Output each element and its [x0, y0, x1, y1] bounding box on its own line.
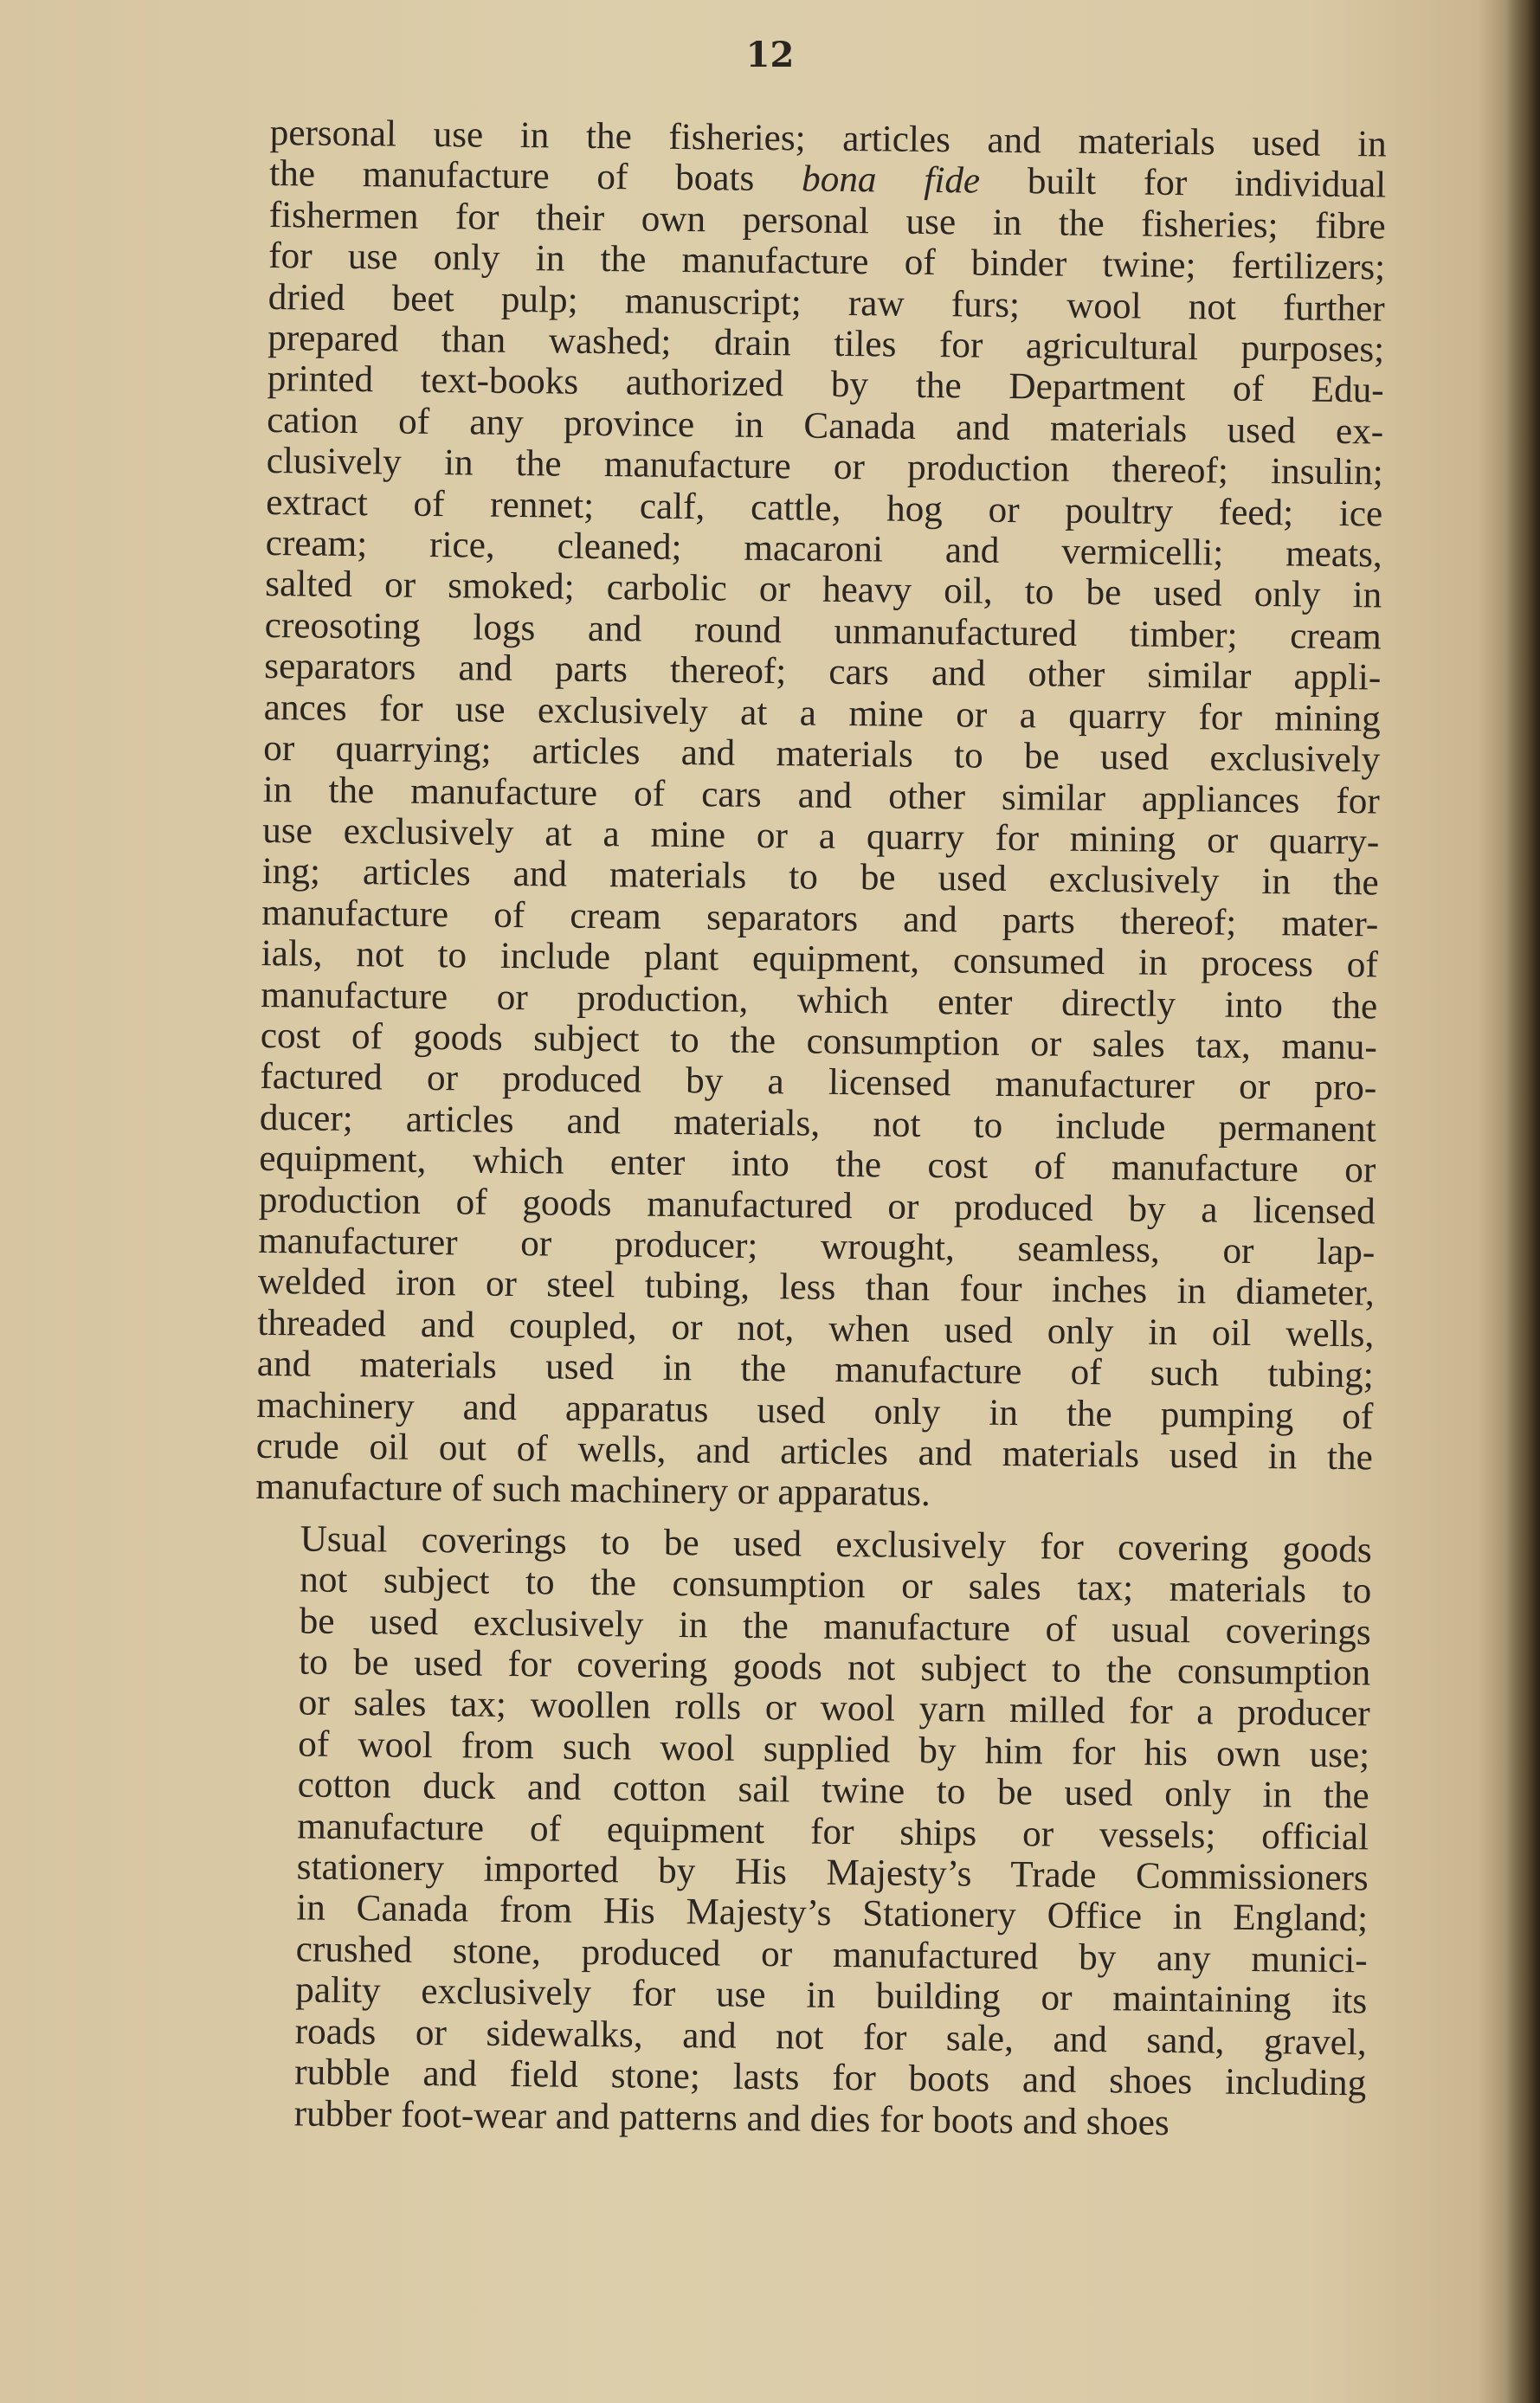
text-line: for use only in the manufacture of binder twine; fertilizers;	[268, 235, 1386, 288]
text-line: rubble and field stone; lasts for boots and shoes including	[294, 2052, 1367, 2104]
text-line: rubber foot-wear and patterns and dies for boots and shoes	[293, 2092, 1170, 2143]
text-line: or sales tax; woollen rolls or wool yarn milled for a producer	[298, 1682, 1370, 1735]
text-line: manufacture of equipment for ships or vessels; official	[297, 1806, 1369, 1859]
text-line: cation of any province in Canada and materials used ex-	[267, 399, 1384, 453]
text-line: ances for use exclusively at a mine or a quarry for mining	[263, 686, 1381, 740]
text-line: pality exclusively for use in building or maintaining its	[295, 1969, 1368, 2022]
italic-phrase: bona fide	[801, 158, 981, 202]
text-line: salted or smoked; carbolic or heavy oil, to be used only in	[265, 564, 1382, 616]
text-line: ing; articles and materials to be used exclusively in the	[261, 851, 1379, 904]
text-line: dried beet pulp; manuscript; raw furs; wool not further	[267, 276, 1385, 330]
text-line: the manufacture of boats bona fide built for individual	[269, 153, 1387, 206]
text-line: in Canada from His Majesty’s Stationery Office in England;	[296, 1887, 1369, 1940]
text-line: equipment, which enter into the cost of manufacture or	[259, 1138, 1376, 1191]
binding-shadow	[1505, 0, 1540, 2403]
text-line: creosoting logs and round unmanufactured timber; cream	[264, 604, 1382, 658]
text-line: manufacturer or producer; wrought, seamless, or lap-	[258, 1220, 1376, 1273]
text-line: cotton duck and cotton sail twine to be used only in the	[297, 1764, 1369, 1817]
text-line: or quarrying; articles and materials to be used exclusively	[263, 728, 1381, 781]
text-line: manufacture of such machinery or apparatus.	[255, 1466, 931, 1515]
text-line: Usual coverings to be used exclusively for covering goods	[300, 1518, 1372, 1571]
text-line: ials, not to include plant equipment, consumed in process of	[261, 933, 1379, 986]
text-line: be used exclusively in the manufacture of usual coverings	[299, 1601, 1371, 1653]
text-line: prepared than washed; drain tiles for agricultural purposes;	[267, 318, 1385, 370]
paragraph-1	[255, 113, 1387, 1519]
text-line: machinery and apparatus used only in the pumping of	[256, 1384, 1374, 1438]
text-line: crushed stone, produced or manufactured by any munici-	[295, 1929, 1368, 1981]
text-line: use exclusively at a mine or a quarry for mining or quarry-	[262, 809, 1380, 863]
text-line: factured or produced by a licensed manufacturer or pro-	[260, 1056, 1377, 1109]
text-line: production of goods manufactured or produced by a licensed	[258, 1179, 1376, 1233]
text-line: separators and parts thereof; cars and other similar appli-	[264, 646, 1382, 699]
text-line: and materials used in the manufacture of such tubing;	[256, 1343, 1375, 1396]
text-line: fishermen for their own personal use in the fisheries; fibre	[268, 194, 1386, 248]
text-line: stationery imported by His Majesty’s Trade Commissioners	[296, 1846, 1369, 1899]
text-line: crude oil out of wells, and articles and materials used in the	[255, 1425, 1374, 1479]
body-text	[249, 113, 1387, 2145]
text-line: extract of rennet; calf, cattle, hog or poultry feed; ice	[266, 481, 1383, 535]
text-line: cost of goods subject to the consumption or sales tax, manu-	[260, 1015, 1378, 1068]
text-line: threaded and coupled, or not, when used only in oil wells,	[257, 1302, 1375, 1356]
text-line: in the manufacture of cars and other similar appliances for	[262, 769, 1380, 821]
paragraph-2	[249, 1518, 1372, 2146]
text-line: manufacture or production, which enter directly into the	[261, 974, 1378, 1027]
text-line: of wool from such wool supplied by him for his own use;	[298, 1723, 1370, 1776]
text-line: printed text-books authorized by the Department of Edu-	[267, 358, 1384, 411]
text-line: personal use in the fisheries; articles and materials used in	[269, 113, 1387, 165]
text-line: clusively in the manufacture or production thereof; insulin;	[266, 441, 1383, 493]
text-line: manufacture of cream separators and parts thereof; mater-	[261, 892, 1379, 945]
page-number: 12	[745, 35, 795, 75]
text-line: welded iron or steel tubing, less than four inches in diameter,	[257, 1261, 1376, 1314]
text-line: to be used for covering goods not subject to the consumption	[299, 1641, 1371, 1694]
text-line: ducer; articles and materials, not to include permanent	[259, 1097, 1377, 1150]
text-line: roads or sidewalks, and not for sale, and sand, gravel,	[294, 2011, 1367, 2064]
text-line: not subject to the consumption or sales tax; materials to	[300, 1559, 1372, 1612]
text-line: cream; rice, cleaned; macaroni and vermicelli; meats,	[265, 523, 1382, 576]
